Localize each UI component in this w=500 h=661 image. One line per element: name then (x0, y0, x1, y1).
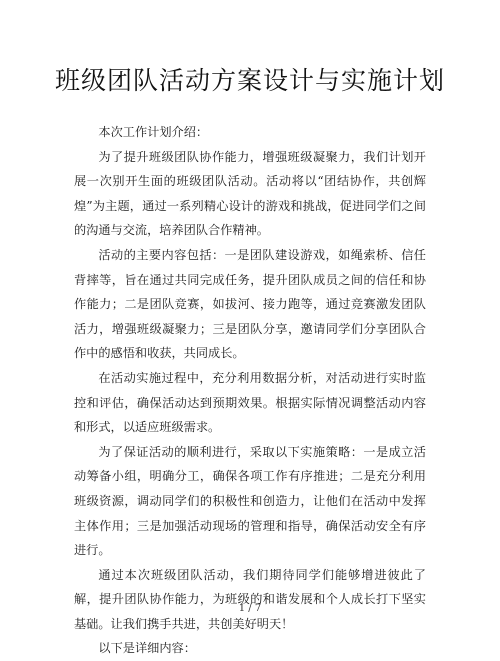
document-title: 班级团队活动方案设计与实施计划 (54, 66, 445, 95)
paragraph-details-lead: 以下是详细内容： (98, 641, 196, 656)
paragraph-content: 活动的主要内容包括：一是团队建设游戏，如绳索桥、信任背摔等，旨在通过共同完成任务，提升团队成员之间的信任和协作能力；二是团队竞赛，如拔河、接力跑等，通过竞赛激发团队活力，增强班级凝聚力；三是团队分享，邀请同学们分享团队合作中的感悟和收获，共同成长。 (74, 247, 426, 361)
document-body (74, 120, 426, 661)
paragraph-monitoring: 在活动实施过程中，充分利用数据分析，对活动进行实时监控和评估，确保活动达到预期效果。根据实际情况调整活动内容和形式，以适应班级需求。 (74, 370, 426, 435)
paragraph-intro-heading: 本次工作计划介绍： (98, 125, 209, 139)
paragraph-expectation: 通过本次班级团队活动，我们期待同学们能够增进彼此了解，提升团队协作能力，为班级的和谐发展和个人成长打下坚实基础。让我们携手共进，共创美好明天！ (74, 567, 426, 631)
paragraph-strategy: 为了保证活动的顺利进行，采取以下实施策略：一是成立活动筹备小组，明确分工，确保各项工作有序推进；二是充分利用班级资源，调动同学们的积极性和创造力，让他们在活动中发挥主体作用；三是加强活动现场的管理和指导，确保活动安全有序进行。 (74, 444, 426, 558)
page-number: 1 / 7 (238, 603, 262, 614)
paragraph-purpose: 为了提升班级团队协作能力，增强班级凝聚力，我们计划开展一次别开生面的班级团队活动。活动将以“团结协作，共创辉煌”为主题，通过一系列精心设计的游戏和挑战，促进同学们之间的沟通与交流，培养团队合作精神。 (74, 149, 426, 238)
